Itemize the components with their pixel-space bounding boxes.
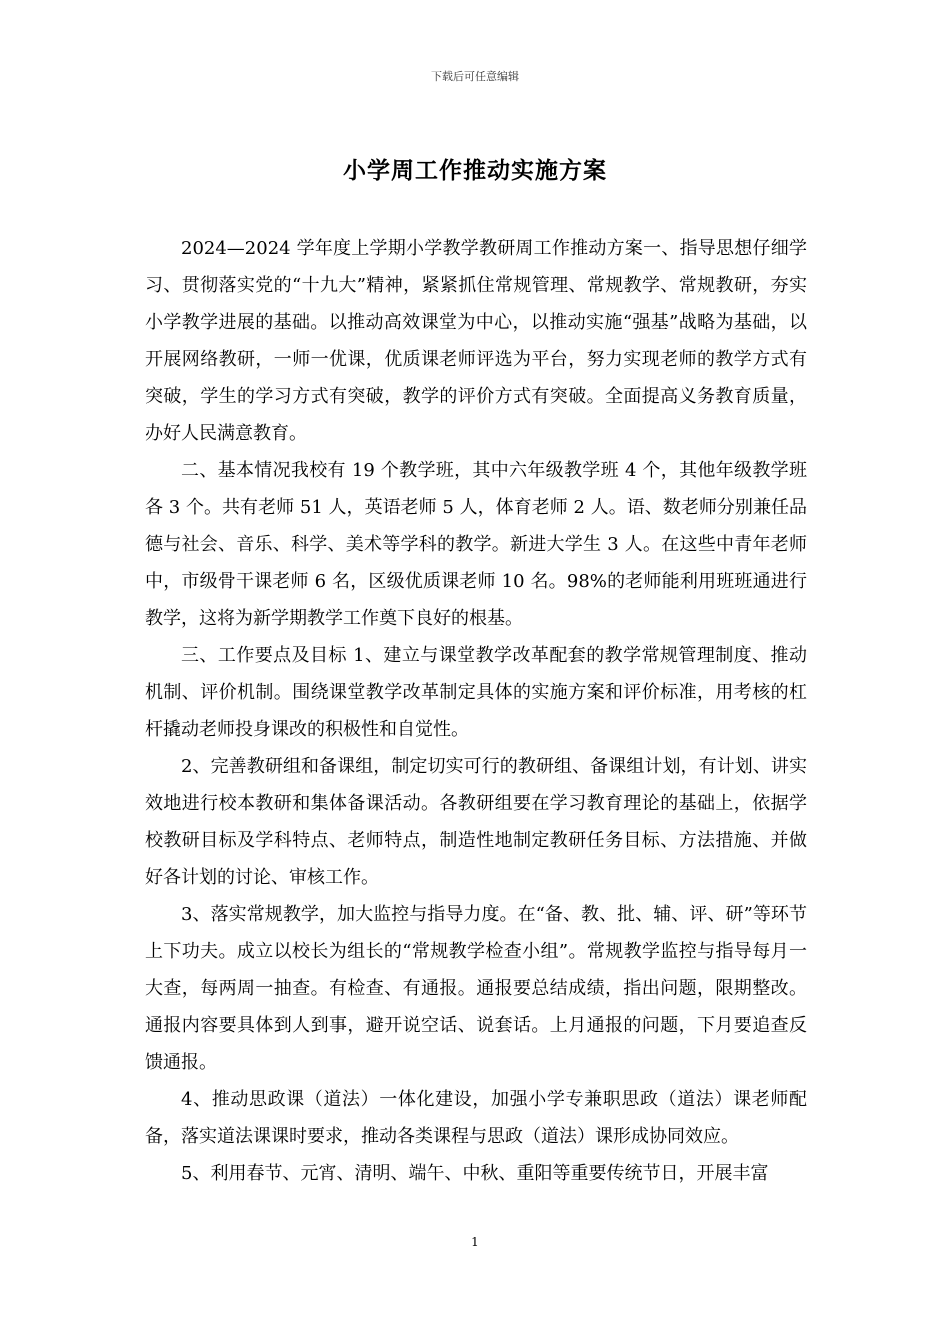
paragraph-item-3: 3、落实常规教学，加大监控与指导力度。在“备、教、批、辅、评、研”等环节上下功夫。成立以校长为组长的“常规教学检查小组”。常规教学监控与指导每月一大查，每两周一抽查。有检查、有通报。通报要总结成绩，指出问题，限期整改。通报内容要具体到人到事，避开说空话、说套话。上月通报的问题，下月要追查反馈通报。 <box>145 904 807 1073</box>
paragraph-item-2: 2、完善教研组和备课组，制定切实可行的教研组、备课组计划，有计划、讲实效地进行校本教研和集体备课活动。各教研组要在学习教育理论的基础上，依据学校教研目标及学科特点、老师特点，制造性地制定教研任务目标、方法措施、并做好各计划的讨论、审核工作。 <box>145 756 807 888</box>
paragraph-item-4: 4、推动思政课（道法）一体化建设，加强小学专兼职思政（道法）课老师配备，落实道法课课时要求，推动各类课程与思政（道法）课形成协同效应。 <box>145 1089 807 1147</box>
paragraph-basic-situation: 二、基本情况我校有 19 个教学班，其中六年级教学班 4 个，其他年级教学班各 3 个。共有老师 51 人，英语老师 5 人，体育老师 2 人。语、数老师分别兼任品德与社会、音乐、科学、美术等学科的教学。新进大学生 3 人。在这些中青年老师中，市级骨干课老师 6 名，区级优质课老师 10 名。98%的老师能利用班班通进行教学，这将为新学期教学工作奠下良好的根基。 <box>145 460 807 629</box>
document-title: 小学周工作推动实施方案 <box>343 158 607 184</box>
paragraph-guiding-ideology: 2024—2024 学年度上学期小学教学教研周工作推动方案一、指导思想仔细学习、贯彻落实党的“十九大”精神，紧紧抓住常规管理、常规教学、常规教研，夯实小学教学进展的基础。以推动高效课堂为中心，以推动实施“强基”战略为基础，以开展网络教研，一师一优课，优质课老师评选为平台，努力实现老师的教学方式有突破，学生的学习方式有突破，教学的评价方式有突破。全面提高义务教育质量，办好人民满意教育。 <box>145 238 807 444</box>
header-note: 下载后可任意编辑 <box>431 70 519 83</box>
paragraph-item-5: 5、利用春节、元宵、清明、端午、中秋、重阳等重要传统节日，开展丰富 <box>181 1163 769 1184</box>
page-number: 1 <box>471 1235 479 1249</box>
document-body <box>145 230 807 1192</box>
paragraph-work-points: 三、工作要点及目标 1、建立与课堂教学改革配套的教学常规管理制度、推动机制、评价机制。围绕课堂教学改革制定具体的实施方案和评价标准，用考核的杠杆撬动老师投身课改的积极性和自觉性。 <box>145 645 807 740</box>
